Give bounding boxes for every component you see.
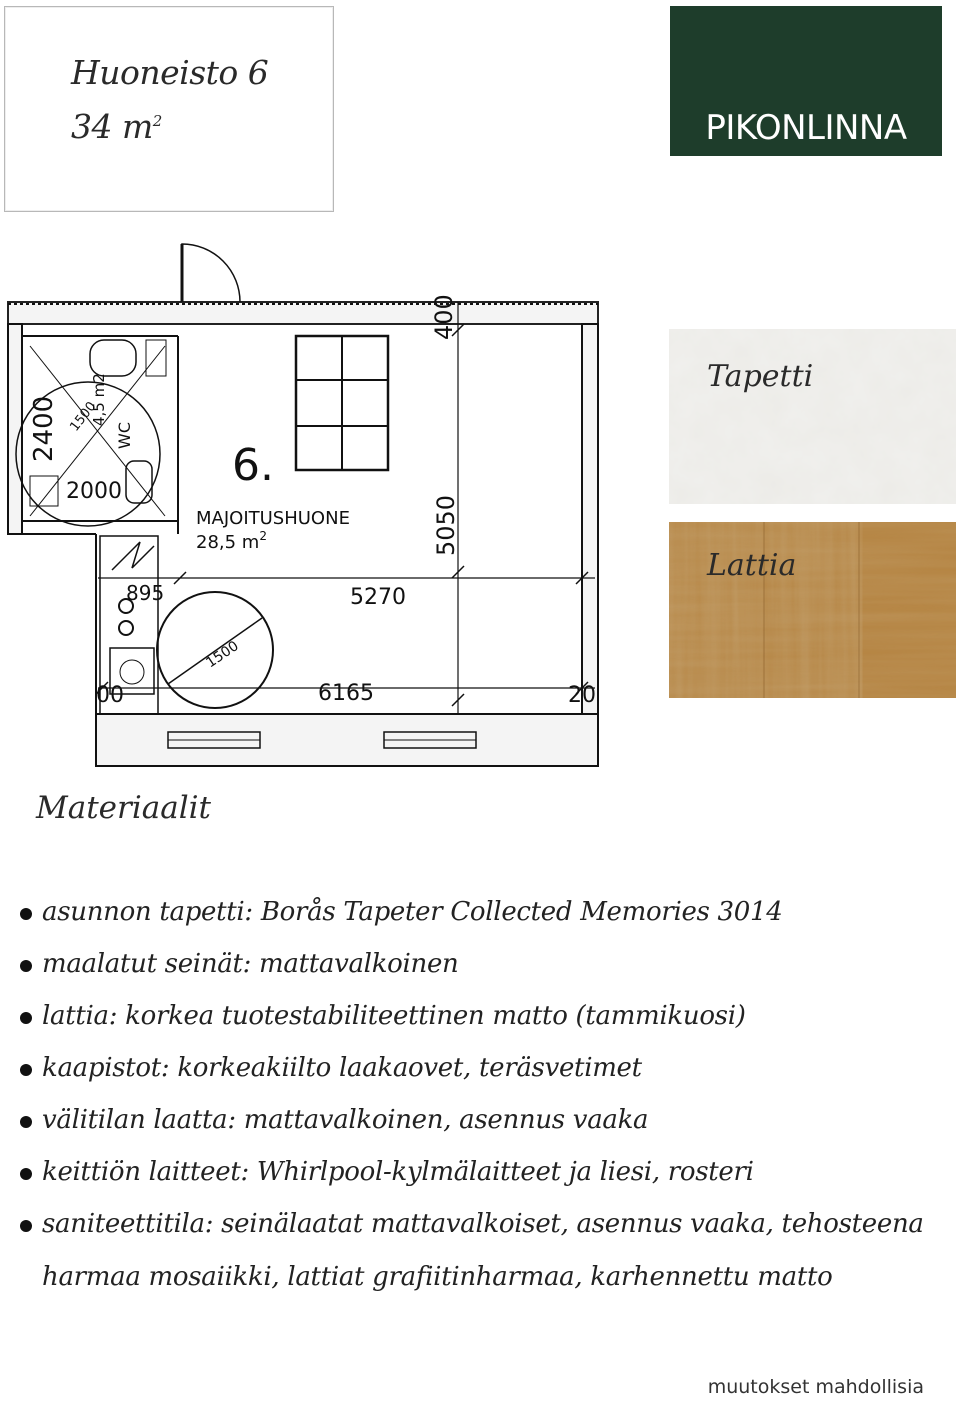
dim-5050: 5050 (432, 494, 460, 556)
floor-swatch (669, 522, 956, 698)
floor-label: Lattia (707, 548, 797, 583)
dim-1500-room: 1500 (203, 638, 242, 672)
room-name: MAJOITUSHUONE (196, 508, 350, 529)
material-item-floor: lattia: korkea tuotestabiliteettinen matto (tammikuosi) (20, 996, 955, 1036)
dim-2000: 2000 (66, 479, 122, 504)
materials-heading: Materiaalit (36, 790, 212, 826)
apartment-area-value: 34 m (71, 107, 153, 146)
room-area-value: 28,5 m (196, 532, 260, 553)
material-item-appliances: keittiön laitteet: Whirlpool-kylmälaitteet ja liesi, rosteri (20, 1152, 955, 1192)
apartment-area-unit-sup: 2 (152, 112, 162, 130)
brand-logo-block (670, 6, 942, 156)
material-item-cabinets: kaapistot: korkeakiilto laakaovet, teräsvetimet (20, 1048, 955, 1088)
apartment-title-box (4, 6, 334, 212)
material-item-bathroom: saniteettitila: seinälaatat mattavalkoiset, asennus vaaka, tehosteena harmaa mosaiikki, lattiat grafiitinharmaa, karhennettu matto (20, 1198, 955, 1304)
materials-list (20, 892, 955, 1316)
room-area-unit-sup: 2 (259, 529, 267, 543)
room-area (196, 529, 267, 553)
dim-400: 400 (430, 294, 458, 340)
dim-5270: 5270 (350, 585, 406, 610)
dim-1500-wc: 1500 (67, 399, 100, 435)
room-number: 6. (232, 440, 274, 491)
dim-00: 00 (96, 683, 124, 708)
dim-895: 895 (126, 581, 165, 605)
wallpaper-texture (669, 329, 956, 504)
wallpaper-swatch (669, 329, 956, 504)
material-item-painted-walls: maalatut seinät: mattavalkoinen (20, 944, 955, 984)
apartment-name: Huoneisto 6 (71, 53, 269, 92)
material-item-wallpaper: asunnon tapetti: Borås Tapeter Collected Memories 3014 (20, 892, 955, 932)
wallpaper-label: Tapetti (707, 359, 814, 394)
dim-20: 20 (568, 683, 596, 708)
bathroom-label: WC (115, 422, 134, 449)
material-item-backsplash: välitilan laatta: mattavalkoinen, asennus vaaka (20, 1100, 955, 1140)
floor-plan (0, 236, 610, 776)
apartment-area (71, 107, 162, 146)
bathroom-area: 4,5 m2 (90, 373, 108, 426)
brand-name: PIKONLINNA (705, 108, 907, 148)
changes-note: muutokset mahdollisia (707, 1376, 924, 1398)
dim-6165: 6165 (318, 681, 374, 706)
dim-2400: 2400 (29, 395, 59, 462)
